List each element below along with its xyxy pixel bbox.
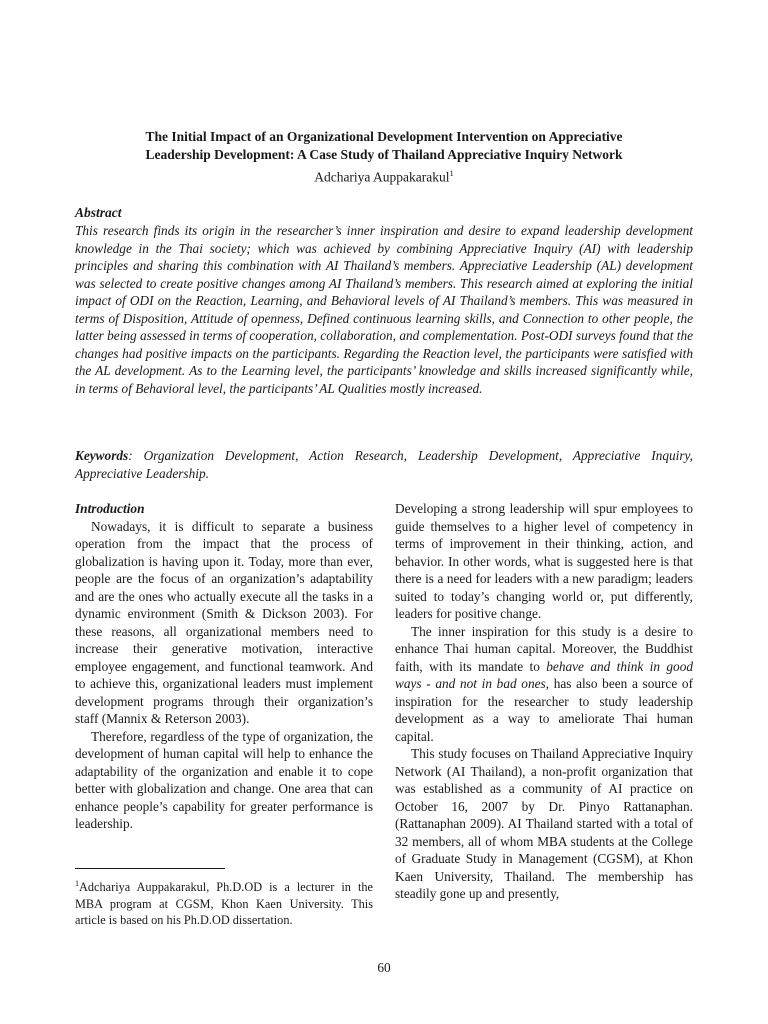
right-paragraph-2 xyxy=(395,623,693,746)
footnote-text: Adchariya Auppakarakul, Ph.D.OD is a lecturer in the MBA program at CGSM, Khon Kaen University. This article is based on his Ph.D.OD dissertation. xyxy=(75,880,373,928)
author-line xyxy=(75,164,693,187)
left-column xyxy=(75,500,373,833)
footnote-divider xyxy=(75,868,225,869)
right-paragraph-2-end: , has also been a source of inspiration for the researcher to study leadership development as a way to ameliorate Thai human capital. xyxy=(395,676,693,744)
right-column xyxy=(395,500,693,903)
page-number: 60 xyxy=(377,960,391,975)
title-line-1: The Initial Impact of an Organizational Development Intervention on Appreciative xyxy=(145,129,623,144)
author-name: Adchariya Auppakarakul xyxy=(314,169,450,185)
left-paragraph-1: Nowadays, it is difficult to separate a business operation from the impact that the process of globalization is having upon it. Today, more than ever, people are the focus of an organization’s adaptability and are the ones who actually execute all the tasks in a dynamic environment (Smith & Dickson 2003). For these reasons, all organizational members need to increase their generative motivation, interactive employee engagement, and functional teamwork. And to achieve this, organizational leaders must implement development programs through their organization’s staff (Mannix & Reterson 2003). xyxy=(75,518,373,726)
keywords-text: : Organization Development, Action Research, Leadership Development, Appreciative Inquiry, Appreciative Leadership. xyxy=(75,448,693,481)
footnote-marker: 1 xyxy=(75,879,79,888)
left-paragraph-2: Therefore, regardless of the type of organization, the development of human capital will help to enhance the adaptability of the organization and enable it to cope better with globalization and change. One area that can enhance people’s capability for greater performance is leadership. xyxy=(75,728,373,831)
keywords-label: Keywords xyxy=(75,448,129,463)
right-paragraph-2-start: The inner inspiration for this study is a desire to enhance Thai human capital. Moreover, the Buddhist faith, with its mandate to xyxy=(395,623,693,674)
right-paragraph-2-italic: behave and think in good ways - and not in bad ones xyxy=(395,658,693,691)
paper-title xyxy=(75,128,693,164)
footnote xyxy=(75,876,373,929)
title-line-2: Leadership Development: A Case Study of Thailand Appreciative Inquiry Network xyxy=(145,147,623,162)
abstract-heading: Abstract xyxy=(75,205,122,220)
right-paragraph-3: This study focuses on Thailand Appreciative Inquiry Network (AI Thailand), a non-profit organization that was established as a community of AI practice on October 16, 2007 by Dr. Pinyo Rattanaphan. (Rattanaphan 2009). AI Thailand started with a total of 32 members, all of whom MBA students at the College of Graduate Study in Management (CGSM), at Khon Kaen University, Thailand. The membership has steadily gone up and presently, xyxy=(395,746,693,901)
abstract-body: This research finds its origin in the researcher’s inner inspiration and desire to expand leadership development knowledge in the Thai society; which was achieved by combining Appreciative Inquiry (AI) with leadership principles and sharing this combination with AI Thailand’s members. Appreciative Leadership (AL) development was selected to create positive changes among AI Thailand’s members. This research aimed at exploring the initial impact of ODI on the Reaction, Learning, and Behavioral levels of AI Thailand’s members. This was measured in terms of Disposition, Attitude of openness, Defined continuous learning skills, and Connection to other people, the latter being assessed in terms of cooperation, collaboration, and complementation. Post-ODI surveys found that the changes had positive impacts on the participants. Regarding the Reaction level, the participants were satisfied with the AL development. As to the Learning level, the participants’ knowledge and skills increased significantly while, in terms of Behavioral level, the participants’ AL Qualities mostly increased. xyxy=(75,223,693,396)
keywords xyxy=(75,447,693,482)
right-paragraph-1: Developing a strong leadership will spur employees to guide themselves to a higher level of competency in terms of improvement in their thinking, action, and behavior. In other words, what is suggested here is that there is a need for leaders with a new paradigm; leaders suited to today’s changing world or, put differently, leaders for positive change. xyxy=(395,501,693,621)
author-footnote-marker: 1 xyxy=(449,168,454,178)
introduction-heading: Introduction xyxy=(75,501,145,516)
